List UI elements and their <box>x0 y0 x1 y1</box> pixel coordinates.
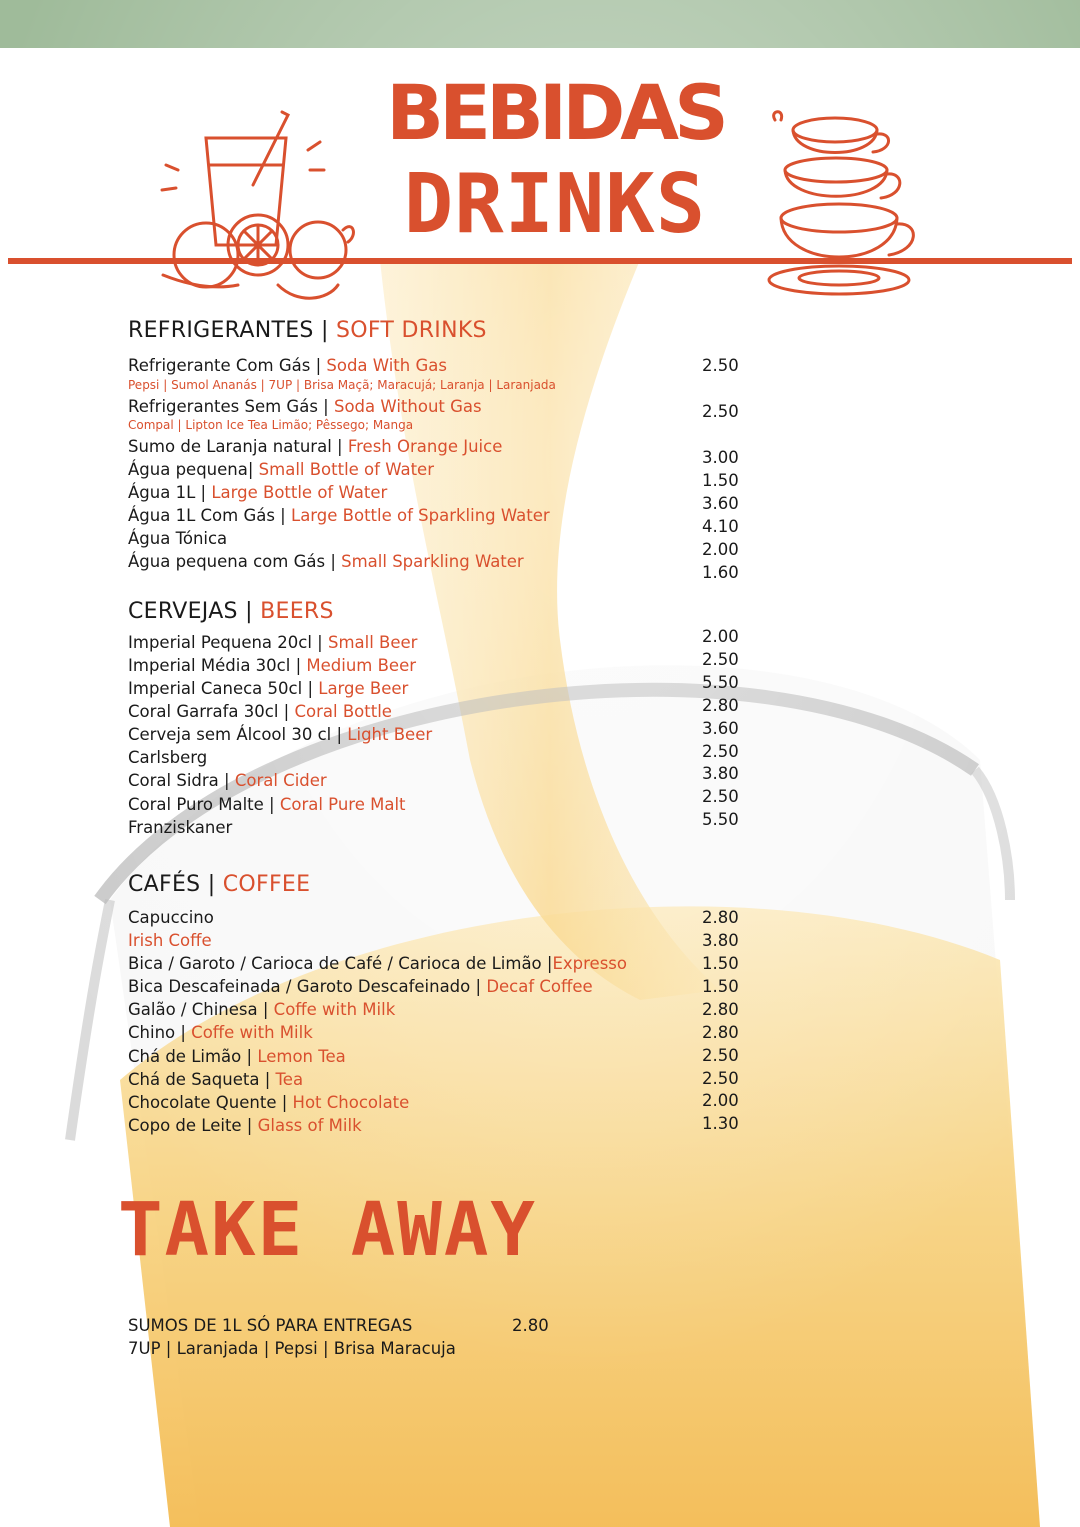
menu-item <box>128 529 227 549</box>
item-name-pt: Água 1L Com Gás | <box>128 506 291 525</box>
item-name-pt: Copo de Leite | <box>128 1116 258 1135</box>
item-name-pt: Capuccino <box>128 908 214 927</box>
item-price: 3.80 <box>702 931 739 950</box>
title-portuguese: BEBIDAS <box>386 68 724 157</box>
item-price: 1.30 <box>702 1114 739 1133</box>
item-name-pt: Água 1L | <box>128 483 212 502</box>
item-name-en: Tea <box>275 1070 304 1089</box>
menu-item <box>128 1070 303 1090</box>
menu-item <box>128 748 207 768</box>
item-name-pt: Imperial Média 30cl | <box>128 656 307 675</box>
section-title-en: COFFEE <box>222 872 311 897</box>
menu-item <box>128 437 502 457</box>
item-name-pt: Cerveja sem Álcool 30 cl | <box>128 725 348 744</box>
takeaway-options: 7UP | Laranjada | Pepsi | Brisa Maracuja <box>128 1339 456 1358</box>
item-name-en: Soda With Gas <box>326 356 447 375</box>
takeaway-price: 2.80 <box>512 1316 549 1335</box>
takeaway-line: SUMOS DE 1L SÓ PARA ENTREGAS <box>128 1316 413 1335</box>
item-name-pt: Chocolate Quente | <box>128 1093 293 1112</box>
menu-item <box>128 1116 362 1136</box>
menu-item <box>128 633 417 653</box>
menu-item <box>128 771 327 791</box>
menu-item <box>128 397 482 417</box>
item-name-en: Decaf Coffee <box>486 977 593 996</box>
menu-item <box>128 356 447 376</box>
item-name-pt: Franziskaner <box>128 818 233 837</box>
item-name-en: Coffe with Milk <box>273 1000 396 1019</box>
item-name-pt: Imperial Pequena 20cl | <box>128 633 328 652</box>
item-name-en: Large Bottle of Water <box>211 483 388 502</box>
item-price: 1.50 <box>702 471 739 490</box>
item-price: 2.00 <box>702 540 739 559</box>
section-title-soft-drinks <box>128 318 487 343</box>
item-name-en: Large Beer <box>318 679 409 698</box>
takeaway-title: TAKE AWAY <box>118 1187 537 1273</box>
item-price: 2.50 <box>702 650 739 669</box>
item-name-pt: Refrigerante Com Gás | <box>128 356 327 375</box>
menu-item <box>128 954 627 974</box>
item-price: 1.60 <box>702 563 739 582</box>
item-options: Compal | Lipton Ice Tea Limão; Pêssego; Manga <box>128 418 414 432</box>
menu-item <box>128 460 434 480</box>
menu-item <box>128 1093 409 1113</box>
item-price: 4.10 <box>702 517 739 536</box>
item-name-en: Medium Beer <box>306 656 417 675</box>
item-name-en: Expresso <box>552 954 627 973</box>
item-price: 5.50 <box>702 810 739 829</box>
item-name-pt: Chá de Saqueta | <box>128 1070 276 1089</box>
item-name-en: Glass of Milk <box>257 1116 362 1135</box>
item-name-en: Irish Coffe <box>128 931 212 950</box>
item-price: 2.50 <box>702 1069 739 1088</box>
item-name-pt: Chá de Limão | <box>128 1047 258 1066</box>
item-name-en: Small Sparkling Water <box>341 552 524 571</box>
item-name-en: Fresh Orange Juice <box>347 437 503 456</box>
item-price: 5.50 <box>702 673 739 692</box>
item-price: 2.50 <box>702 356 739 375</box>
item-price: 2.00 <box>702 1091 739 1110</box>
item-price: 2.50 <box>702 742 739 761</box>
menu-item <box>128 908 214 928</box>
menu-item <box>128 483 387 503</box>
item-price: 2.50 <box>702 1046 739 1065</box>
item-price: 2.50 <box>702 787 739 806</box>
item-name-en: Coral Pure Malt <box>279 795 406 814</box>
item-name-pt: Água pequena| <box>128 460 259 479</box>
item-name-pt: Água pequena com Gás | <box>128 552 342 571</box>
menu-item <box>128 1047 346 1067</box>
item-name-pt: Chino | <box>128 1023 192 1042</box>
item-name-pt: Carlsberg <box>128 748 208 767</box>
item-name-en: Soda Without Gas <box>333 397 482 416</box>
item-price: 1.50 <box>702 954 739 973</box>
item-name-pt: Coral Puro Malte | <box>128 795 280 814</box>
menu-item <box>128 818 232 838</box>
item-name-pt: Água Tónica <box>128 529 228 548</box>
menu-item <box>128 1023 313 1043</box>
section-title-beers <box>128 599 334 624</box>
item-name-pt: Coral Sidra | <box>128 771 235 790</box>
item-price: 3.00 <box>702 448 739 467</box>
item-name-pt: Imperial Caneca 50cl | <box>128 679 319 698</box>
section-title-pt: CAFÉS | <box>128 872 223 897</box>
item-name-pt: Bica Descafeinada / Garoto Descafeinado | <box>128 977 487 996</box>
item-price: 2.50 <box>702 402 739 421</box>
menu-item <box>128 725 432 745</box>
item-price: 2.80 <box>702 696 739 715</box>
item-price: 2.80 <box>702 908 739 927</box>
item-name-pt: Coral Garrafa 30cl | <box>128 702 295 721</box>
item-name-en: Light Beer <box>347 725 433 744</box>
title-english: DRINKS <box>403 157 707 252</box>
item-price: 3.60 <box>702 494 739 513</box>
menu-item <box>128 552 524 572</box>
item-name-en: Small Beer <box>327 633 418 652</box>
item-price: 3.60 <box>702 719 739 738</box>
menu-item <box>128 679 408 699</box>
item-name-en: Small Bottle of Water <box>258 460 434 479</box>
item-name-en: Large Bottle of Sparkling Water <box>291 506 550 525</box>
menu-item <box>128 1000 395 1020</box>
item-name-en: Coral Bottle <box>294 702 392 721</box>
menu-item <box>128 977 593 997</box>
menu-item <box>128 506 550 526</box>
item-name-pt: Galão / Chinesa | <box>128 1000 274 1019</box>
menu-item <box>128 702 392 722</box>
item-name-en: Hot Chocolate <box>292 1093 410 1112</box>
item-options: Pepsi | Sumol Ananás | 7UP | Brisa Maçã; Maracujá; Laranja | Laranjada <box>128 378 556 392</box>
section-title-en: BEERS <box>260 599 334 624</box>
menu-item <box>128 931 212 951</box>
item-name-pt: Sumo de Laranja natural | <box>128 437 348 456</box>
item-price: 1.50 <box>702 977 739 996</box>
item-name-en: Coffe with Milk <box>191 1023 313 1042</box>
item-price: 2.80 <box>702 1023 739 1042</box>
menu-item <box>128 656 416 676</box>
section-title-pt: REFRIGERANTES | <box>128 318 336 343</box>
item-price: 2.00 <box>702 627 739 646</box>
item-name-pt: Refrigerantes Sem Gás | <box>128 397 334 416</box>
item-name-en: Lemon Tea <box>257 1047 346 1066</box>
item-price: 2.80 <box>702 1000 739 1019</box>
item-price: 3.80 <box>702 764 739 783</box>
section-title-pt: CERVEJAS | <box>128 599 261 624</box>
section-title-en: SOFT DRINKS <box>335 318 487 343</box>
menu-item <box>128 795 406 815</box>
section-title-coffee <box>128 872 310 897</box>
item-name-pt: Bica / Garoto / Carioca de Café / Carioca de Limão | <box>128 954 553 973</box>
item-name-en: Coral Cider <box>234 771 327 790</box>
